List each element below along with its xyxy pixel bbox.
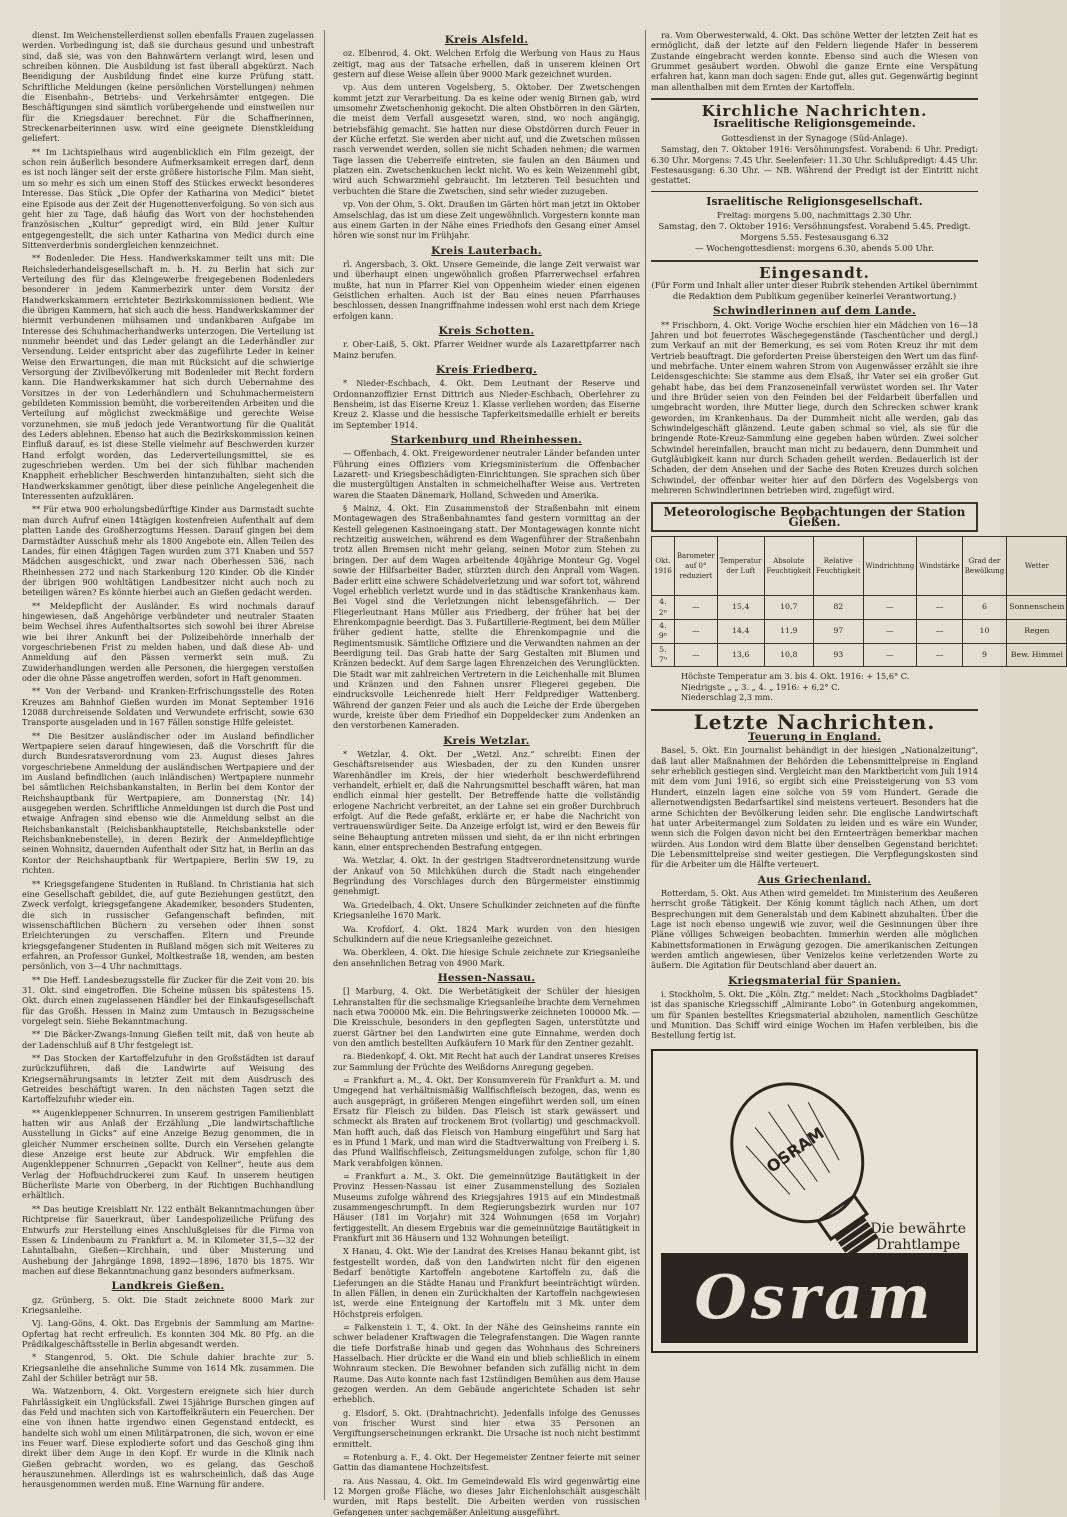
- article-paragraph: Wa. Watzenborn, 4. Okt. Vorgestern ereignete sich hier durch Fahrlässigkeit ein Unglücksfall. Zwei 15jährige Burschen gingen auf das Feld und machten sich von Kartoffelkräutern ein Feuerchen. Der eine von ihnen hatte irgendwo einen Gegenstand entdeckt, es handelte sich wohl um einen Militärpatronen, die sich, wovon er eine ins Feuer warf. Diese explodierte sofort und das Geschoß ging ihm direkt über dem Auge in den Kopf. Er wurde in die Klinik nach Gießen gebracht worden, wo es gelang, das Geschoß herauszunehmen. Allerdings ist es wahrscheinlich, daß das Auge herausgenommen werden muß. Eine Warnung für andere.: [22, 1386, 314, 1490]
- table-cell: 6: [962, 596, 1006, 620]
- weather-summary: Höchste Temperatur am 3. bis 4. Okt. 1916: + 15,6° C.: [681, 671, 910, 682]
- article-paragraph: ra. Vom Oberwesterwald, 4. Okt. Das schöne Wetter der letzten Zeit hat es ermöglicht, daß der letzte auf den Feldern liegende Hafer in besserem Zustande eingebracht werden konnte. Ebenso sind auch die Wiesen von Grummet gesäubert worden. Obwohl die ganze Ernte eine Verspätung erfahren hat, kann man doch sagen: Ende gut, alles gut. Gegenwärtig beginnt man allenthalben mit dem Ernten der Kartoffeln.: [651, 30, 978, 92]
- article-paragraph: Vj. Lang-Göns, 4. Okt. Das Ergebnis der Sammlung am Marine-Opfertag hat recht erfreulich. Es konnten 304 Mk. 80 Pfg. an die Prädikalgeschäftsstelle in Berlin abgesandt werden.: [22, 1318, 314, 1349]
- article-paragraph: ** Das heutige Kreisblatt Nr. 122 enthält Bekanntmachungen über Richtpreise für Sauerkraut, über Landespolizeiliche Prüfung des Entwurfs zur Herstellung eines Anschlußgleises für die Firma von Essen & Lindenbaum zu Frankfurt a. M. in Kilometer 31,5—32 der Lahntalbahn, Gießen—Kirchhain, und über Musterung und Aushebung der Jahrgänge 1898, 1892—1896, 1870 bis 1875. Wir machen auf diese Bekanntmachung ganz besonders aufmerksam.: [22, 1203, 314, 1276]
- table-cell: 93: [814, 643, 864, 667]
- section-heading: Kreis Wetzlar.: [443, 734, 530, 747]
- section-heading: Teuerung in England.: [747, 731, 882, 744]
- article-paragraph: ** Im Lichtspielhaus wird augenblicklich ein Film gezeigt, der schon rein äußerlich besondere Aufmerksamkeit erregen darf, denn es ist noch länger seit der erste größere historische Film. Man sieht, um so mehr es sich um einen Stoff des Stückes erweckt besonderes Interesse. Das Stück „Die Opfer der Katharina von Medici“ bietet eine Episode aus der Zeit der Hugenottenverfolgung. So von sich aus geht hier zu Tage, daß häufig das Wort von der hochstehenden französischen „Kultur“ gepredigt wird, ein Bild jener Kultur entgegengestellt, die sich unter Katharina von Medici durch eine Sittenverderbnis sondergleichen kennzeichnet.: [22, 146, 314, 250]
- table-cell: 11,9: [764, 619, 814, 643]
- osram-advertisement: [651, 1049, 978, 1353]
- table-cell: —: [674, 596, 717, 620]
- article-paragraph: ra. Aus Nassau, 4. Okt. Im Gemeindewald Els wird gegenwärtig eine 12 Morgen große Fläche, wo dieses Jahr Eichenlohschält ausgeschält wurden, mit Raps bestellt. Die Arbeiten werden von russischen Gefangenen unter sachgemäßer Anleitung ausgeführt.: [333, 1475, 640, 1517]
- article-paragraph: Rotterdam, 5. Okt. Aus Athen wird gemeldet: Im Ministerium des Aeußeren herrscht große Tätigkeit. Der König kommt täglich nach Athen, um dort Besprechungen mit dem Generalstab und dem Kabinett abzuhalten. Über die Lage ist noch ebenso ungewiß wie zuvor, weil die Gesinnungen über ihre Pläne völliges Schweigen beobachten. Immerhin werden alle möglichen Kabinettsformationen in Erwägung gezogen. Die amerikanischen Zeitungen werden amtlich angewiesen, über Venizelos keine verletzenden Worte zu äußern. Die Agitation für Deutschland aber dauert an.: [651, 887, 978, 971]
- table-cell: 97: [814, 619, 864, 643]
- service-line: Freitag: morgens 5.00, nachmittags 2.30 Uhr.: [717, 209, 912, 220]
- article-paragraph: Wa. Wetzlar, 4. Okt. In der gestrigen Stadtverordnetensitzung wurde der Ankauf von 50 Milchkühen durch die Stadt nach eingehender Begründung des Vorschlages durch den Bürgermeister einstimmig genehmigt.: [333, 855, 640, 897]
- section-heading: Hessen-Nassau.: [437, 971, 536, 984]
- table-header: Wetter: [1007, 537, 1067, 596]
- ad-tagline-line: Drahtlampe: [876, 1236, 961, 1253]
- column-1: [22, 30, 314, 1500]
- article-paragraph: ** Kriegsgefangene Studenten in Rußland. In Christiania hat sich eine Gesellschaft gebildet, die, auf gute Beziehungen gestützt, den Zweck verfolgt, kriegsgefangene Akademiker, besonders Studenten, die sich in russischer Gefangenschaft befinden, mit wissenschaftlichen Büchern zu versehen oder ihnen sonst Erleichterungen zu verschaffen. Eltern und Freunde kriegsgefangener Studenten in Rußland mögen sich mit Weiteres zu erfahren, an Professor Gunkel, Moltkestraße 18, wenden, am besten persönlich, von 3—4 Uhr nachmittags.: [22, 878, 314, 972]
- table-cell: —: [863, 596, 917, 620]
- table-header: Relative Feuchtigkeit: [814, 537, 864, 596]
- article-paragraph: r. Ober-Laiß, 5. Okt. Pfarrer Weidner wurde als Lazarettpfarrer nach Mainz berufen.: [333, 339, 640, 360]
- article-paragraph: * Nieder-Eschbach, 4. Okt. Dem Leutnant der Reserve und Ordonnanzoffizier Ernst Dittrich aus Nieder-Eschbach, Oberlehrer zu Bensheim, ist das Eiserne Kreuz 1. Klasse verliehen worden; das Eiserne Kreuz 2. Klasse und die hessische Tapferkeitsmedaille erhielt er bereits im September 1914.: [333, 378, 640, 430]
- table-cell: —: [674, 643, 717, 667]
- article-paragraph: ** Bodenleder. Die Hess. Handwerkskammer teilt uns mit: Die Reichslederhandelsgesellschaft m. b. H. zu Berlin hat sich zur Verteilung des für das Kleingewerbe freigegebenen Bodenleders besonderer in jedem Kammerbezirk unter dem Vorsitz der Handwerkskammern errichteter Bezirkskommissionen bedient. Wie die übrigen Kammern, hat sich auch die hess. Handwerkskammer der hiermit verbundenen mühsamen und undankbaren Aufgabe im Interesse des Schuhmacherhandwerks unterzogen. Die Verteilung ist nunmehr beendet und das Leder gelangt an die Lederhändler zur Versendung. Leider entspricht aber das zugeführte Leder in keiner Weise den Erwartungen, die man mit Rücksicht auf die schwierige Versorgung der Zivilbevölkerung mit Bodenleder mit Recht fordern kann. Die Handwerkskammer hat sich durch Uebernahme des Vorsitzes in der von Lederhändlern und Schuhmachermeistern gebildeten Kommission bemüht, die vorbereitenden Arbeiten und die Verteilung auf möglichst zweckmäßige und gerechte Weise vorzunehmen, sie muß jedoch jede Verantwortung für die Qualität des Leders ablehnen. Ebenso hat auch die Bezirkskommission keinen Einfluß darauf, es ist diese Stelle vielmehr auf Beschwerden kurzer Hand erfolgt worden, das Lederverteilungsmittel, sie es zugeschrieben werden. Um bei der sich fühlbar machenden Knappheit erheblicher Beschwerden hintanzuhalten, sieht sich die Handwerkskammer genötigt, über diese peinliche Angelegenheit die Interessenten aufzuklären.: [22, 253, 314, 502]
- table-cell: Bew. Himmel: [1007, 643, 1067, 667]
- table-header-row: [652, 537, 1067, 596]
- section-heading: Starkenburg und Rheinhessen.: [390, 434, 583, 447]
- section-heading: Kreis Lauterbach.: [431, 244, 542, 257]
- table-cell: 13,6: [717, 643, 764, 667]
- section-heading: Kreis Alsfeld.: [444, 34, 529, 46]
- table-cell: 15,4: [717, 596, 764, 620]
- article-paragraph: = Falkenstein i. T., 4. Okt. In der Nähe des Geinsheims rannte ein schwer beladener Kraftwagen die Telegrafenstangen. Die Wagen rannte die tiefe Dorfstraße hinab und gegen das Wohnhaus des Schreiners Hasselbach. Hier drückte er die Wand ein und blieb schließlich in einem Wohnraum stecken. Die Bewohner befanden sich zufällig nicht in dem Raume. Das Auto konnte nach fast 12stündigen Bemühen aus dem Hause gezogen werden. An dem Gebäude angerichtete Schaden ist sehr erheblich.: [333, 1321, 640, 1405]
- column-rule: [645, 30, 646, 1500]
- article-paragraph: § Mainz, 4. Okt. Ein Zusammenstoß der Straßenbahn mit einem Montagewagen des Straßenbahnamtes fand gestern vormittag an der Kestell gelegenen Kasinoeingang statt. Der Montagewagen konnte nicht rechtzeitig ausweichen, während es dem Wagenführer der Straßenbahn trotz allen Bremsen nicht mehr gelang, seinen Motor zum Stehen zu bringen. Der auf dem Wagen arbeitende 40jährige Monteur Gg. Vogel sowie der Hilfsarbeiter Bader, stürzten durch den Anprall vom Wagen. Bader erlitt eine schwere Schädelverletzung und war sofort tot, während Vogel erheblich verletzt wurde und in das städtische Krankenhaus kam. Bei Vogel sind die Verletzungen nicht lebensgefährlich. — Der Fliegerleutnant Hans Müller aus Friedberg, der früher hat bei der Ehrenkompagnie beerdigt. Das 3. Fußartillerie-Regiment, bei dem Müller früher gedient hatte, stellte die Ehrenkompagnie und die Regimentsmusik. Sämtliche Offiziere und die Verwandten nahmen an der Beerdigung teil. Das Grab hatte der Sarg Gestalten mit Blumen und Kränzen bedeckt. Auf dem Sarge lagen Ehrenzeichen des Verunglückten. Die Stadt war mit zahlreichen Vertretern in die Leichenhalle mit Blumen und Kränzen und den Fahnen unsrer Fliegerei gegeben. Die eindrucksvolle Leichenrede hielt Herr Feldprediger Wattenberg. Während der ganzen Feier und als auch die Leiche der Erde übergeben wurde, kreiste über dem Friedhof ein Doppeldecker zum Andenken an den verstorbenen Kameraden.: [333, 503, 640, 731]
- article-paragraph: = Frankfurt a. M., 3. Okt. Die gemeinnützige Bautätigkeit in der Provinz Hessen-Nassau ist einer Zusammenstellung des Sozialen Museums zufolge während des Kriegsjahres 1915 auf ein Mindestmaß zusammengeschrumpft. In dem Regierungsbezirk wurden nur 107 Häuser (181 im Vorjahr) mit 324 Wohnungen (658 im Vorjahr) fertiggestellt. An diesem Ergebnis war die gemeinnützige Bautätigkeit in Frankfurt mit 36 Häusern und 132 Wohnungen beteiligt.: [333, 1171, 640, 1244]
- table-cell: Regen: [1007, 619, 1067, 643]
- column-2: [333, 30, 640, 1517]
- service-line: Samstag, den 7. Oktober 1916: Versöhnungsfest. Vorabend 5.45. Predigt. Morgens 5.55. Festesausgang 6.32: [658, 221, 971, 242]
- table-header: Windrichtung: [863, 537, 917, 596]
- article-paragraph: oz. Elbenrod, 4. Okt. Welchen Erfolg die Werbung von Haus zu Haus zeitigt, mag aus der Tatsache erhellen, daß in unserem kleinen Ort gestern auf diese Weise allein über 9000 Mark gezeichnet wurden.: [333, 48, 640, 80]
- article-paragraph: dienst. Im Weichenstellerdienst sollen ebenfalls Frauen zugelassen werden. Vorbedingung ist, daß sie durchaus gesund und unbestraft sind, daß sie, was von den Bahnwärtern verlangt wird, lesen und schreiben können. Die Ausbildung ist fast überall abgekürzt. Nach Beendigung der Ausbildung findet eine kurze Prüfung statt. Schriftliche Meldungen (keine persönlichen Vorstellungen) nehmen die Eisenbahn-, Betriebs- und Verkehrsämter entgegen. Die Beschäftigungen sind sämtlich vorübergehende und einstweilen nur für die Kriegsdauer berechnet. Für die Schaffnerinnen, Streckenarbeiterinnen usw. wird eine geeignete Dienstkleidung geliefert.: [22, 30, 314, 144]
- divider: [651, 260, 978, 262]
- table-cell: 4. 2ⁿ: [652, 596, 675, 620]
- weather-table: [651, 536, 1067, 667]
- divider: [651, 191, 978, 192]
- ad-tagline: [870, 1221, 966, 1253]
- section-heading: Kreis Schotten.: [438, 324, 535, 337]
- article-paragraph: * Wetzlar, 4. Okt. Der „Wetzl. Anz.“ schreibt: Einen der Geschäftsreisender aus Wiesbaden, der zu den Kunden unsrer Warenhändler im Kreis, der hier wiederholt beschwerdeführend verhandelt, erhielt er, daß die Nahrungsmittel beschafft wären, hat man endlich einmal hier gestellt. Der Betreffende hatte die vollständig erlogene Nachricht verbreitet, an der Lahne sei ein großer Durchbruch erfolgt. Auf die Rede gefaßt, erklärte er, er habe die Nachricht von vertrauenswürdiger Seite. Da Anzeige erfolgt ist, wird er den Beweis für seine Behauptung antreten müssen und sieht, da er ihn nicht erbringen kann, einer entsprechenden Bestrafung entgegen.: [333, 749, 640, 853]
- article-paragraph: Wa. Griedelbach, 4. Okt. Unsere Schulkinder zeichneten auf die fünfte Kriegsanleihe 1670 Mark.: [333, 899, 640, 921]
- table-row: [652, 643, 1067, 667]
- table-cell: 10,7: [764, 596, 814, 620]
- column-rule: [324, 30, 325, 1500]
- article-paragraph: — Offenbach, 4. Okt. Freigewordener neutraler Länder befanden unter Führung eines Offiziers vom Kriegsministerium die Offenbacher Lazarett- und Kriegsbeschädigten-Einrichtungen. Sie sprachen sich über die mustergültigen Anstalten in schmeichelhafter Weise aus. Vertreten waren die Staaten Dänemark, Holland, Schweden und Amerika.: [333, 448, 640, 500]
- section-heading: Israelitische Religionsgesellschaft.: [706, 194, 923, 208]
- column-3: [651, 30, 1065, 1500]
- article-paragraph: g. Elsdorf, 5. Okt. (Drahtnachricht). Jedenfalls infolge des Genusses von frischer Wurst sind hier etwa 35 Personen an Vergiftungserscheinungen erkrankt. Die Ursache ist noch nicht bestimmt ermittelt.: [333, 1407, 640, 1449]
- article-paragraph: = Rotenburg a. F., 4. Okt. Der Hegemeister Zentner feierte mit seiner Gattin das diamantene Hochzeitsfest.: [333, 1452, 640, 1473]
- section-heading: Aus Griechenland.: [757, 873, 872, 886]
- table-cell: 10: [962, 619, 1006, 643]
- table-cell: 14,4: [717, 619, 764, 643]
- ad-brand-logo: Osram: [661, 1253, 968, 1343]
- article-paragraph: ** Das Stocken der Kartoffelzufuhr in den Großstädten ist darauf zurückzuführen, daß die Landwirte auf Weisung des Kriegsernährungsamts in letzter Zeit mit dem Ausdrusch des Getreides beschäftigt waren. In den nächsten Tagen setzt die Kartoffelzufuhr wieder ein.: [22, 1053, 314, 1105]
- table-header: Okt. 1916: [652, 537, 675, 596]
- church-news-heading: Kirchliche Nachrichten.: [701, 102, 928, 121]
- table-cell: —: [917, 619, 963, 643]
- bulb-label: OSRAM: [762, 1123, 828, 1177]
- table-cell: Sonnenschein: [1007, 596, 1067, 620]
- service-line: — Wochengottesdienst: morgens 6.30, abends 5.00 Uhr.: [695, 243, 934, 254]
- table-cell: 10,8: [764, 643, 814, 667]
- table-cell: 5. 7ᵘ: [652, 643, 675, 667]
- article-paragraph: ** Die Bäcker-Zwangs-Innung Gießen teilt mit, daß von heute ab der Ladenschluß auf 8 Uhr festgelegt ist.: [22, 1029, 314, 1050]
- section-heading: Schwindlerinnen auf dem Lande.: [713, 305, 916, 318]
- article-paragraph: * Stangenrod, 5. Okt. Die Schule dahier brachte zur 5. Kriegsanleihe die ansehnliche Summe von 1614 Mk. zusammen. Die Zahl der Schüler beträgt nur 58.: [22, 1352, 314, 1383]
- article-paragraph: Basel, 5. Okt. Ein Journalist behändigt in der hiesigen „Nationalzeitung“, daß laut aller Maßnahmen der Behörden die Lebensmittelpreise in England sehr erheblich gestiegen sind. Vergleicht man den Marktbericht vom Juli 1914 mit dem vom Juni 1916, so ergibt sich eine Preissteigerung von 53 vom Hundert, einzeln lagen eine solche von 59 vom Hundert. Gerade die allernotwendigsten Bedarfsartikel sind meistens verteuert. Besonders hat die arme Schichten der Bevölkerung leiden sehr. Die englische Landwirtschaft hat unter Arbeitermangel zum Soldaten zu leiden und es wäre ein Wunder, wenn sich die Folgen davon nicht bei den Ernteerträgen bemerkbar machen würden. Aus London wird dem Blatte über denselben Gegenstand berichtet: Die Lebensmittelpreise sind weiter gestiegen. Die Verpflegungskosten sind für die Arbeiter um die Hälfte verteuert.: [651, 745, 978, 870]
- section-heading: Landkreis Gießen.: [111, 1280, 225, 1293]
- service-line: Gottesdienst in der Synagoge (Süd-Anlage).: [721, 132, 908, 143]
- article-paragraph: ra. Biedenkopf, 4. Okt. Mit Recht hat auch der Landrat unseres Kreises zur Sammlung der Früchte des Weißdorns Anregung gegeben.: [333, 1051, 640, 1072]
- table-header: Grad der Bewölkung: [962, 537, 1006, 596]
- table-cell: 82: [814, 596, 864, 620]
- table-header: Temperatur der Luft: [717, 537, 764, 596]
- table-cell: —: [917, 643, 963, 667]
- weather-summary: Niedrigste „ „ 3. „ 4. „ 1916: + 6,2° C.: [681, 681, 840, 692]
- table-row: [652, 619, 1067, 643]
- latest-news-heading: Letzte Nachrichten.: [693, 709, 936, 734]
- article-paragraph: vp. Von der Ohm, 5. Okt. Draußen im Gärten hört man jetzt im Oktober Amselschlag, das ist um diese Zeit ungewöhnlich. Vorgestern konnte man aus einem Garten in der Nähe eines Friedhofs den Gesang einer Amsel hören wie sonst nur im Frühjahr.: [333, 199, 640, 241]
- letters-heading: Eingesandt.: [759, 263, 870, 282]
- section-heading: Israelitische Religionsgemeinde.: [713, 117, 916, 131]
- table-cell: 4. 9ⁿ: [652, 619, 675, 643]
- article-paragraph: ** Die Besitzer ausländischer oder im Ausland befindlicher Wertpapiere seien darauf hingewiesen, daß die Vorschrift für die durch Bundesratsverordnung vom 23. August dieses Jahres vorgeschriebene Anmeldung der ausländischen Wertpapiere und der im Ausland befindlichen (auch inländischen) Wertpapiere nunmehr bei sämtlichen Reichsbankanstalten, in Berlin bei dem Kontor der Reichshauptbank für Wertpapiere, am Donnerstag (Nr. 14) ausgegeben werden. Schriftliche Anmeldungen ist durch die Post und etwaige Anfragen sind ebenso wie die Anmeldung selbst an die Reichsbankanstalt (Reichsbankhauptstelle, Reichsbankstelle oder Reichsbanknebenstelle), in deren Bezirk der Anmeldepflichtige seinen Wohnsitz, dauernden Aufenthalt oder Sitz hat, in Berlin an das Kontor der Reichshauptbank für Wertpapiere, Berlin SW 19, zu richten.: [22, 730, 314, 876]
- table-cell: —: [863, 643, 917, 667]
- table-header: Windstärke: [917, 537, 963, 596]
- article-paragraph: ** Für etwa 900 erholungsbedürftige Kinder aus Darmstadt suchte man durch Aufruf einen 14tägigen kostenfreien Aufenthalt auf dem platten Lande des Großherzogtums Hessen. Darauf gingen bei dem Darmstädter Ausschuß mehr als 1800 Angebote ein. Allen Teilen des Landes, für einen 4tägigen Tagen wurden zum 371 Knaben und 557 Mädchen ausgeschickt, und zwar nach Oberhessen 536, nach Rheinhessen 272 und nach Starkenburg 120 Kinder. Ob die Kinder der übrigen 900 wohltätigen Landbesitzer nicht auch noch zu beteiligen wären? Es könnte hierbei auch an Gießen gedacht werden.: [22, 504, 314, 598]
- section-heading: Kreis Friedberg.: [435, 363, 538, 376]
- article-paragraph: Wa. Krofdorf, 4. Okt. 1824 Mark wurden von den hiesigen Schulkindern auf die neue Kriegsanleihe gezeichnet.: [333, 923, 640, 944]
- table-cell: —: [917, 596, 963, 620]
- article-paragraph: rl. Angersbach, 3. Okt. Unsere Gemeinde, die lange Zeit verwaist war und überhaupt einen ungewöhnlich großen Pfarrerwechsel erfahren mußte, hat nun in Pfarrer Kiel von Oppenheim wieder einen eigenen Geistlichen erhalten. Auch ist der Bau eines neuen Pfarrhauses beschlossen, dessen Inangriffnahme indessen wohl erst nach dem Kriege erfolgen kann.: [333, 258, 640, 321]
- weather-summary: Niederschlag 2,3 mm.: [681, 692, 773, 703]
- article-paragraph: [] Marburg, 4. Okt. Die Werbetätigkeit der Schüler der hiesigen Lehranstalten für die sechsmalige Kriegsanleihe brachte dem Vernehmen nach etwa 700000 Mk. ein. Die Behringswerke zeichneten 100000 Mk. — Die Kreisschule, besonders in den gepflegten Sagen, unterstützte und zuerst Gärtner bei den Landwirten eine gute Einnahme, werden doch von den amtlich bestellten Aufkäufern 10 Mark für den Zentner gezahlt.: [333, 986, 640, 1048]
- divider: [651, 98, 978, 100]
- weather-table-title: Meteorologische Beobachtungen der Station Gießen.: [651, 502, 978, 533]
- article-paragraph: vp. Aus dem unteren Vogelsberg, 5. Oktober. Der Zwetschengen kommt jetzt zur Verarbeitung. Da es keine oder wenig Birnen gab, wird umsomehr Zwetschenhonig gekocht. Die alten Obstbörren in den Gärten, die meist dem Verfall ausgesetzt waren, sind, wo noch angängig, betriebsfähig gemacht. Sie hatten nur diese Obstdörren durch Feuer in der Küche erfetzt. Sie werden aber nicht auf, und die Zwetschen müssen rasch verwendet werden, sollen sie nicht Schaden nehmen; die warmen Tage lassen die Ueberreife eintreten, sie faulen an den Bäumen und platzen ein. Zwetschenkuchen leckt nicht. Wo es kein Weizenmehl gibt, wird auch Schwarzmehl gebraucht. Im letzteren Teil besuchten und verbuchten die Stare die Zwetschen, sind sehr wieder zuzugeben.: [333, 82, 640, 196]
- article-paragraph: ** Von der Verband- und Kranken-Erfrischungsstelle des Roten Kreuzes am Bahnhof Gießen wurden im Monat September 1916 12088 durchreisende Soldaten und Verwundete erfrischt, sowie 630 Transporte ausgeladen und in 167 Fällen sonstige Hilfe geleistet.: [22, 686, 314, 728]
- ad-tagline-line: Die bewährte: [870, 1220, 966, 1237]
- article-paragraph: ** Die Heff. Landesbezugsstelle für Zucker für die Zeit vom 20. bis 31. Okt. sind eingetroffen. Die Scheine müssen bis spätestens 15. Okt. durch einen zugelassenen Händler bei der Einkaufsgesellschaft für das Großh. Hessen in Mainz zum Umtausch in Bezugsscheine vorgelegt sein. Siehe Bekanntmachung.: [22, 974, 314, 1026]
- article-paragraph: X Hanau, 4. Okt. Wie der Landrat des Kreises Hanau bekannt gibt, ist festgestellt worden, daß von den Landwirten nicht für den eigenen Bedarf benötigte Kartoffeln angebotene Kartoffeln zu, daß die Lieferungen an die Städte Hanau und Frankfurt beeinträchtigt würden. In allen Fällen, in denen ein Zurückhalten der Kartoffeln nachgewiesen ist, werde eine Enteignung der Kartoffeln mit 3 Mk. unter dem Höchstpreis erfolgen.: [333, 1246, 640, 1319]
- article-paragraph: ** Frischborn, 4. Okt. Vorige Woche erschien hier ein Mädchen von 16—18 Jahren und bot feuerrotes Wäschegegenstände (Taschentücher und dergl.) zum Verkauf an mit der Bemerkung, es sei vom Roten Kreuz ihr mit dem Vertrieb beauftragt. Die geforderten Preise übersteigen den Wert um das fünf- und mehrfache. Unter einem wahren Strom von Augenwässer erzählt sie ihre Leidensgeschichte: Sie stamme aus dem Elsaß, ihr Vater sei ein großer Gut gehabt habe, das bei dem Franzoseneinfall verwüstet worden sei. Ihr Vater und ihre Brüder seien von den Feinden bei der Feldarbeit überfallen und umgebracht worden, ihre Mutter liege, durch den Schrecken schwer krank geworden, im Krankenhaus. Da der Dummheit nicht alle werden, gab das Schwindelgeschäft glänzend. Leute gaben schmal so viel, als sie für die bringende Rote-Kreuz-Sammlung eine gegeben haben würden. Zwei solcher Schwindel hereinfallen, braucht man nicht zu bedauern, denn Dummheit und Gutgläubigkeit kann nur durch Schaden geheilt werden. Bedauerlich ist der Schaden, der dem Ansehen und der Sache des Roten Kreuzes durch solchen Schwindel, der offenbar weiter hier auf den Dörfern des Vogelsbergs von mehreren Schwindlerinnen betrieben wird, zugefügt wird.: [651, 319, 978, 496]
- article-paragraph: gz. Grünberg, 5. Okt. Die Stadt zeichnete 8000 Mark zur Kriegsanleihe.: [22, 1294, 314, 1315]
- table-header: Barometer auf 0° reduziert: [674, 537, 717, 596]
- article-paragraph: ** Meldepflicht der Ausländer. Es wird nochmals darauf hingewiesen, daß Angehörige verbündeter und neutraler Staaten beim Wechsel ihres Aufenthaltsortes sich sowohl bei ihrer Abreise wie bei ihrer Ankunft bei der Polizeibehörde innerhalb der vorgeschriebenen Frist zu melden haben, und daß diese Ab- und Anmeldung auf den Pässen vermerkt sein muß. Zu Zuwiderhandlungen werden alle Personen, die hiergegen verstoßen oder die ohne Pässe angetroffen werden, sofort in Haft genommen.: [22, 600, 314, 683]
- table-cell: —: [863, 619, 917, 643]
- table-cell: —: [674, 619, 717, 643]
- table-row: [652, 596, 1067, 620]
- table-header: Absolute Feuchtigkeit: [764, 537, 814, 596]
- editorial-note: (Für Form und Inhalt aller unter dieser Rubrik stehenden Artikel übernimmt die Redaktion dem Publikum gegenüber keinerlei Verantwortung.): [651, 280, 978, 301]
- service-line: Samstag, den 7. Oktober 1916: Versöhnungsfest. Vorabend: 6 Uhr. Predigt: 6.30 Uhr. Morgens: 7.45 Uhr. Seelenfeier: 11.30 Uhr. Schlußpredigt: 4.45 Uhr. Festesausgang: 6.30 Uhr. — NB. Während der Predigt ist der Eintritt nicht gestattet.: [651, 144, 978, 186]
- article-paragraph: Wa. Oberkleen, 4. Okt. Die hiesige Schule zeichnete zur Kriegsanleihe den ansehnlichen Betrag von 4900 Mark.: [333, 947, 640, 968]
- article-paragraph: = Frankfurt a. M., 4. Okt. Der Konsumverein für Frankfurt a. M. und Umgegend hat verhältnismäßig Wallfischfleisch bezogen, das, wenn es auch ausgeprägt, in größeren Mengen eingeführt werden soll, um einen Ersatz für Fleisch zu bilden. Das Fleisch ist stark gewässert und schmeckt als Braten auf trockenem Brot (vollartig) und geschmackvoll. Man hofft auch, daß das Fleisch von Hamburg eingeführt und Sarg hat es in Pfund 1 Mark, und man wird die Stadtverwaltung von Freiberg i. S. das Pfund Wallfischfleisch, Zeitungsmeldungen zufolge, schon für 1,80 Mark verabfolgen können.: [333, 1074, 640, 1168]
- article-paragraph: i. Stockholm, 5. Okt. Die „Köln. Ztg.“ meldet: Nach „Stockholms Dagbladet“ ist das spanische Kriegsschiff „Almirante Lobo“ in Gotenburg angekommen, um für Spanien bestelltes Kriegsmaterial abzuholen, namentlich Geschütze und Munition. Das Schiff wird einige Wochen im Hafen verbleiben, bis die Bestellung fertig ist.: [651, 989, 978, 1041]
- article-paragraph: ** Augenkleppener Schnurren. In unserem gestrigen Familienblatt hatten wir aus Anlaß der Erzählung „Die landwirtschaftliche Ausstellung in Gicks“ auf eine Anzeige Bezug genommen, die in gleicher Nummer erscheinen sollte. Durch ein Versehen gelangte diese Anzeige erst heute zur Abdruck. Wir empfehlen die Augenkleppener Schnurren „Gepackt von Kellner“, heute aus dem Verlag der Hofbuchdruckerei zum Kauf. In unserem heutigen Bücherliste Marie von Oberberg, in der Richtigen Buchhandlung erhältlich.: [22, 1107, 314, 1201]
- section-heading: Kriegsmaterial für Spanien.: [728, 974, 901, 987]
- table-cell: 9: [962, 643, 1006, 667]
